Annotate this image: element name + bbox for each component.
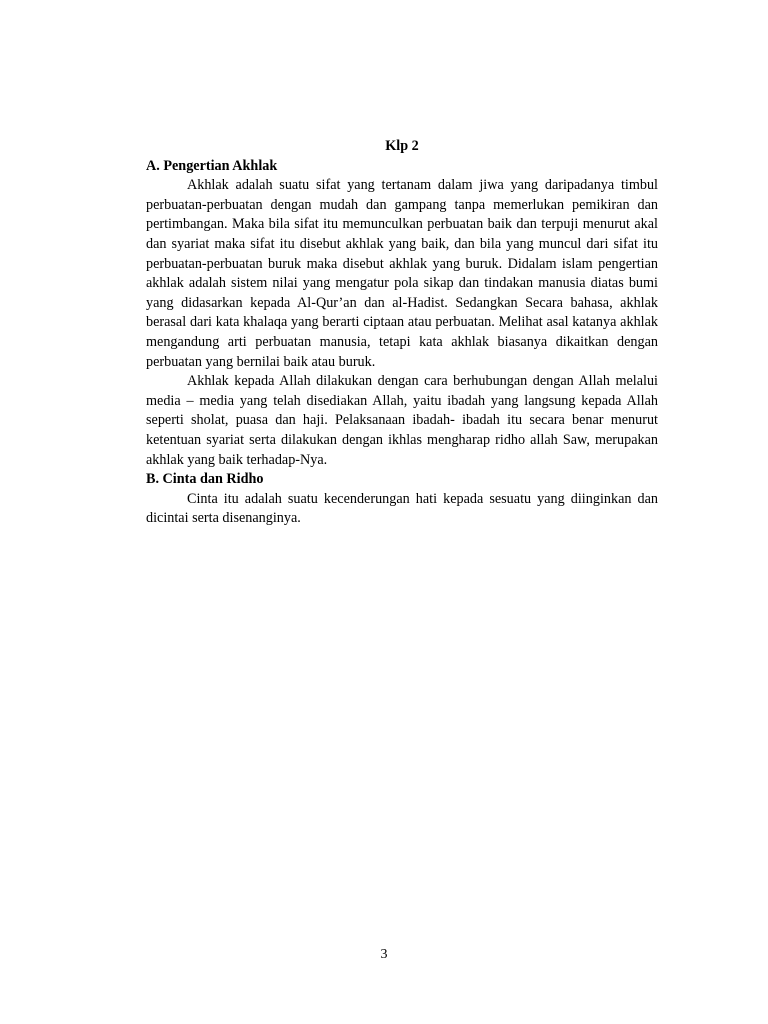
document-title: Klp 2 [385, 138, 419, 154]
page-number: 3 [380, 947, 388, 962]
section-heading-pengertian-akhlak: A. Pengertian Akhlak [146, 157, 278, 174]
paragraph-cinta: Cinta itu adalah suatu kecenderungan hati kepada sesuatu yang diinginkan dan dicintai serta disenanginya. [146, 490, 658, 527]
paragraph-akhlak-definition: Akhlak adalah suatu sifat yang tertanam dalam jiwa yang daripadanya timbul perbuatan-perbuatan dengan mudah dan gampang tanpa memerlukan pemikiran dan pertimbangan. Maka bila sifat itu memunculkan perbuatan baik dan terpuji menurut akal dan syariat maka sifat itu disebut akhlak yang baik, dan bila yang muncul dari sifat itu perbuatan-perbuatan buruk maka disebut akhlak yang buruk. Didalam islam pengertian akhlak adalah sistem nilai yang mengatur pola sikap dan tindakan manusia diatas bumi yang didasarkan kepada Al-Qur’an dan al-Hadist. Sedangkan Secara bahasa, akhlak berasal dari kata khalaqa yang berarti ciptaan atau perbuatan. Melihat asal katanya akhlak mengandung arti perbuatan manusia, tetapi kata akhlak biasanya dikaitkan dengan perbuatan yang bernilai baik atau buruk. [146, 177, 658, 370]
section-heading-cinta-dan-ridho: B. Cinta dan Ridho [146, 471, 264, 488]
page-content [146, 137, 658, 529]
paragraph-akhlak-kepada-allah: Akhlak kepada Allah dilakukan dengan cara berhubungan dengan Allah melalui media – media yang telah disediakan Allah, yaitu ibadah yang langsung kepada Allah seperti sholat, puasa dan haji. Pelaksanaan ibadah- ibadah itu secara benar menurut ketentuan syariat serta dilakukan dengan ikhlas mengharap ridho allah Saw, merupakan akhlak yang baik terhadap-Nya. [146, 373, 658, 468]
